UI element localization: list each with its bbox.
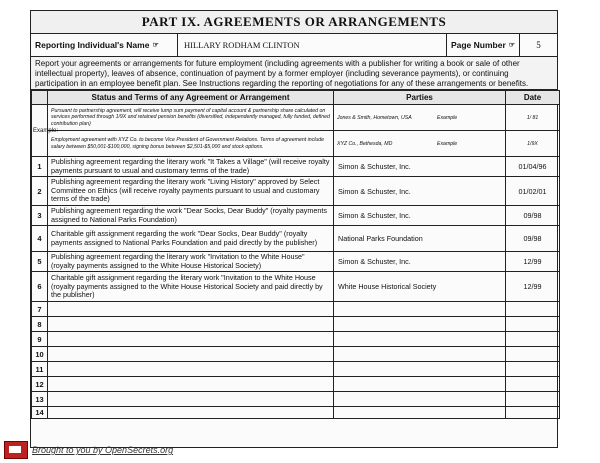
reporting-individual-row [31, 34, 557, 57]
row-date: 09/98 [506, 205, 560, 225]
reporting-name-label: Reporting Individual's Name ☞ [35, 40, 159, 50]
row-party: Simon & Schuster, Inc. [334, 157, 506, 177]
table-row [32, 362, 560, 377]
row-party: White House Historical Society [334, 272, 506, 302]
row-party: Simon & Schuster, Inc. [334, 177, 506, 206]
row-date [506, 392, 560, 407]
row-status: Publishing agreement regarding the work "Dear Socks, Dear Buddy" (royalty payments assigned to National Parks Foundation) [48, 205, 334, 225]
footer [0, 440, 173, 460]
row-number: 3 [32, 205, 48, 225]
row-number: 5 [32, 252, 48, 272]
table-row [32, 157, 560, 177]
row-date: 09/98 [506, 226, 560, 252]
table-row [32, 392, 560, 407]
example-row [32, 105, 560, 131]
row-date [506, 332, 560, 347]
row-number: 9 [32, 332, 48, 347]
row-date: 01/02/01 [506, 177, 560, 206]
row-party: Simon & Schuster, Inc. [334, 205, 506, 225]
example-status: Employment agreement with XYZ Co. to become Vice President of Government Relations. Terms of agreement include salary between $50,001-$100,000, signing bonus between $2,501-$5,000 and stock options. [48, 131, 334, 157]
footer-text[interactable]: Brought to you by OpenSecrets.org [32, 445, 174, 455]
row-number: 2 [32, 177, 48, 206]
row-party [334, 347, 506, 362]
row-date [506, 407, 560, 419]
table-row [32, 272, 560, 302]
table-row [32, 377, 560, 392]
row-date: 01/04/96 [506, 157, 560, 177]
table-row [32, 332, 560, 347]
disclosure-form [30, 10, 558, 448]
row-number: 13 [32, 392, 48, 407]
row-status [48, 377, 334, 392]
table-row [32, 407, 560, 419]
row-party: Simon & Schuster, Inc. [334, 252, 506, 272]
example-party-cell [334, 105, 506, 131]
example-label: Example: [32, 105, 48, 157]
row-status [48, 392, 334, 407]
row-status [48, 407, 334, 419]
row-party [334, 392, 506, 407]
form-title: PART IX. AGREEMENTS OR ARRANGEMENTS [31, 11, 557, 34]
row-status [48, 332, 334, 347]
row-date [506, 317, 560, 332]
row-status: Publishing agreement regarding the literary work "Living History" approved by Select Committee on Ethics (will receive royalty payments pursuant to usual and customary terms of the trade) [48, 177, 334, 206]
example-date: 1/9X [506, 131, 560, 157]
row-status: Charitable gift assignment regarding the literary work "Invitation to the White House (royalty payments assigned to the White House Historical Society and paid directly by the publisher) [48, 272, 334, 302]
example-watermark: Example [437, 140, 458, 147]
pointing-hand-icon: ☞ [152, 42, 159, 49]
page-number-label: Page Number ☞ [446, 34, 519, 56]
row-date [506, 302, 560, 317]
table-row [32, 226, 560, 252]
row-number: 14 [32, 407, 48, 419]
pointing-hand-icon: ☞ [508, 42, 516, 49]
table-row [32, 205, 560, 225]
page-number-value: 5 [519, 34, 557, 56]
row-number: 4 [32, 226, 48, 252]
table-row [32, 252, 560, 272]
row-party: National Parks Foundation [334, 226, 506, 252]
row-status [48, 362, 334, 377]
row-party [334, 362, 506, 377]
row-status: Publishing agreement regarding the literary work "Invitation to the White House" (royalty payments assigned to the White House Historical Society) [48, 252, 334, 272]
example-party: Jones & Smith, Hometown, USA [337, 114, 412, 121]
example-date: 1/ 81 [506, 105, 560, 131]
row-number: 10 [32, 347, 48, 362]
example-status: Pursuant to partnership agreement, will receive lump sum payment of capital account & partnership share calculated on services performed through 1/9X and retained pension benefits (diversified, independently managed, fully funded, defined contribution plan) [48, 105, 334, 131]
table-row [32, 177, 560, 206]
row-number: 11 [32, 362, 48, 377]
table-header-row [32, 91, 560, 105]
row-status [48, 317, 334, 332]
parties-column-header: Parties [334, 91, 506, 105]
row-number: 7 [32, 302, 48, 317]
agreements-table [31, 90, 560, 419]
row-party [334, 317, 506, 332]
table-row [32, 302, 560, 317]
date-column-header: Date [506, 91, 560, 105]
row-date [506, 347, 560, 362]
table-row [32, 347, 560, 362]
row-status [48, 347, 334, 362]
row-number: 12 [32, 377, 48, 392]
example-watermark: Example [437, 114, 458, 121]
status-column-header: Status and Terms of any Agreement or Arrangement [48, 91, 334, 105]
row-number: 8 [32, 317, 48, 332]
row-party [334, 407, 506, 419]
row-date [506, 377, 560, 392]
example-party-cell [334, 131, 506, 157]
row-date [506, 362, 560, 377]
row-number: 6 [32, 272, 48, 302]
row-status [48, 302, 334, 317]
table-row [32, 317, 560, 332]
row-status: Charitable gift assignment regarding the work "Dear Socks, Dear Buddy" (royalty payments assigned to National Parks Foundation and paid directly by the publisher) [48, 226, 334, 252]
reporting-name-value: HILLARY RODHAM CLINTON [177, 34, 446, 56]
row-party [334, 332, 506, 347]
example-row [32, 131, 560, 157]
row-party [334, 377, 506, 392]
row-date: 12/99 [506, 272, 560, 302]
row-date: 12/99 [506, 252, 560, 272]
row-party [334, 302, 506, 317]
instructions-text: Report your agreements or arrangements for future employment (including agreements with a publisher for writing a book or sale of other intellectual property), leaves of absence, continuation of payment by a former employer (including severance payments), or continuing participation in an employee benefit plan. See Instructions regarding the reporting of negotiations for any of these arrangements or benefits. [31, 57, 557, 90]
opensecrets-logo-icon [4, 441, 28, 459]
example-party: XYZ Co., Bethesda, MD [337, 140, 393, 147]
row-status: Publishing agreement regarding the literary work "It Takes a Village" (will receive royalty payments pursuant to usual and customary terms of the trade) [48, 157, 334, 177]
row-number: 1 [32, 157, 48, 177]
